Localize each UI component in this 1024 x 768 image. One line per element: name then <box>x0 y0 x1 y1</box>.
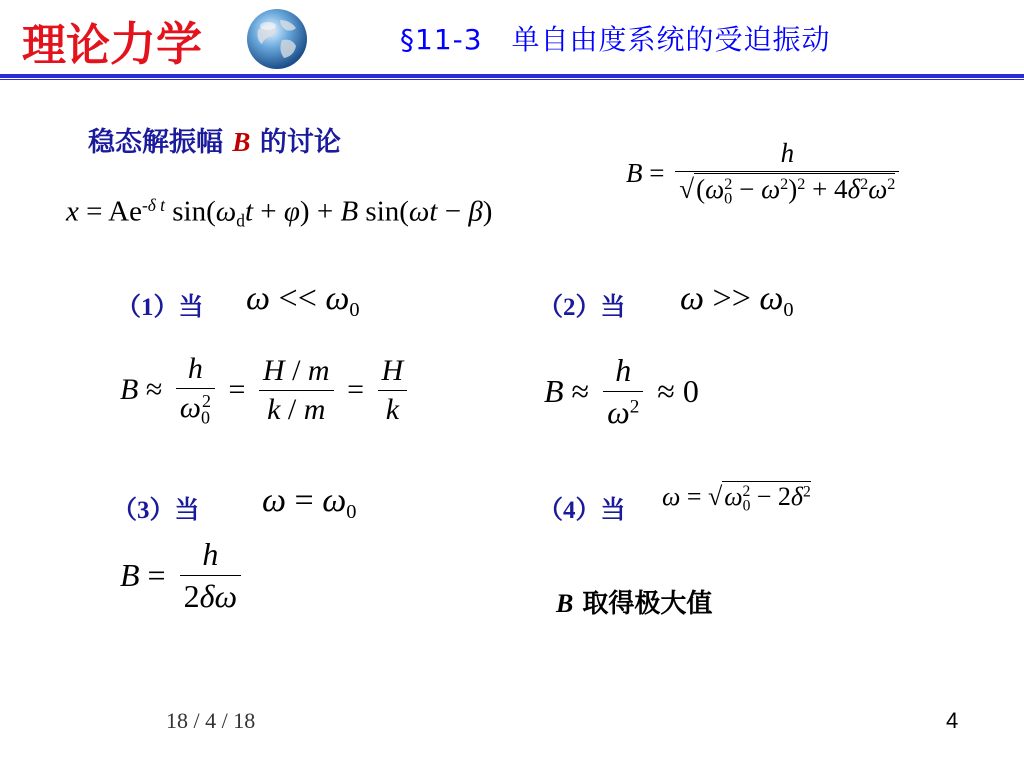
case-3-label <box>112 490 200 526</box>
header <box>16 6 1016 70</box>
case-3-condition: $\omega = \omega_0$ <box>262 482 357 524</box>
case-1-label <box>116 287 204 323</box>
case-1-result: B ≈ $\frac{h}{\omega_0^2}$ = $\frac{H / m}{k / m}$ = $\frac{H}{k}$ <box>120 352 413 428</box>
subtitle-prefix: 稳态解振幅 <box>88 127 223 158</box>
case-2-result: B ≈ $\frac{h}{\omega^2}$ ≈ 0 <box>544 352 699 430</box>
case-3-open: （ <box>112 495 138 524</box>
course-title-part1: 理论 <box>22 20 110 71</box>
subtitle-suffix: 的讨论 <box>259 127 341 158</box>
case-3-result: B = $\frac{h}{2\delta\omega}$ <box>120 536 247 615</box>
general-solution-formula: $x = Ae^{-\delta t}$ $\sin(\omega_dt + \varphi) + B$ sin(ωt − β) <box>66 195 493 231</box>
case-4-close: ）当 <box>575 495 626 524</box>
header-divider <box>0 74 1024 78</box>
subtitle-var: B <box>232 127 251 157</box>
case-1-close: ）当 <box>153 292 204 321</box>
case-1-num: 1 <box>141 294 154 321</box>
conclusion-label: 取得极大值 <box>582 589 713 619</box>
case-2-condition: $\omega >> \omega_0$ <box>680 280 794 322</box>
course-title-part2: 力学 <box>110 17 202 71</box>
case-2-close: ）当 <box>575 292 626 321</box>
case-4-num: 4 <box>563 497 576 524</box>
case-2-label <box>538 287 626 323</box>
case-2-open: （ <box>538 292 564 321</box>
page-number: 4 <box>946 708 959 733</box>
conclusion-text <box>556 583 712 620</box>
globe-icon <box>244 6 310 72</box>
case-3-close: ）当 <box>149 495 200 524</box>
case-4-open: （ <box>538 495 564 524</box>
page-subtitle <box>88 120 341 159</box>
case-1-open: （ <box>116 292 142 321</box>
section-title: §11-3 单自由度系统的受迫振动 <box>400 23 831 56</box>
course-title <box>22 8 202 74</box>
footer-date: 18 / 4 / 18 <box>166 708 256 733</box>
case-4-condition: $\omega = √\omega_0^2 - 2\delta^2$ <box>662 482 811 515</box>
header-divider-thin <box>0 79 1024 80</box>
case-4-label <box>538 490 626 526</box>
conclusion-var: B <box>556 589 574 618</box>
case-3-num: 3 <box>137 497 150 524</box>
case-1-condition: $\omega << \omega_0$ <box>246 280 360 322</box>
case-2-num: 2 <box>563 294 576 321</box>
amplitude-formula: B = $\frac{h}{√(\omega_0^2 - \omega^2)^2 + 4\delta^2\omega^2}$ <box>626 138 905 209</box>
